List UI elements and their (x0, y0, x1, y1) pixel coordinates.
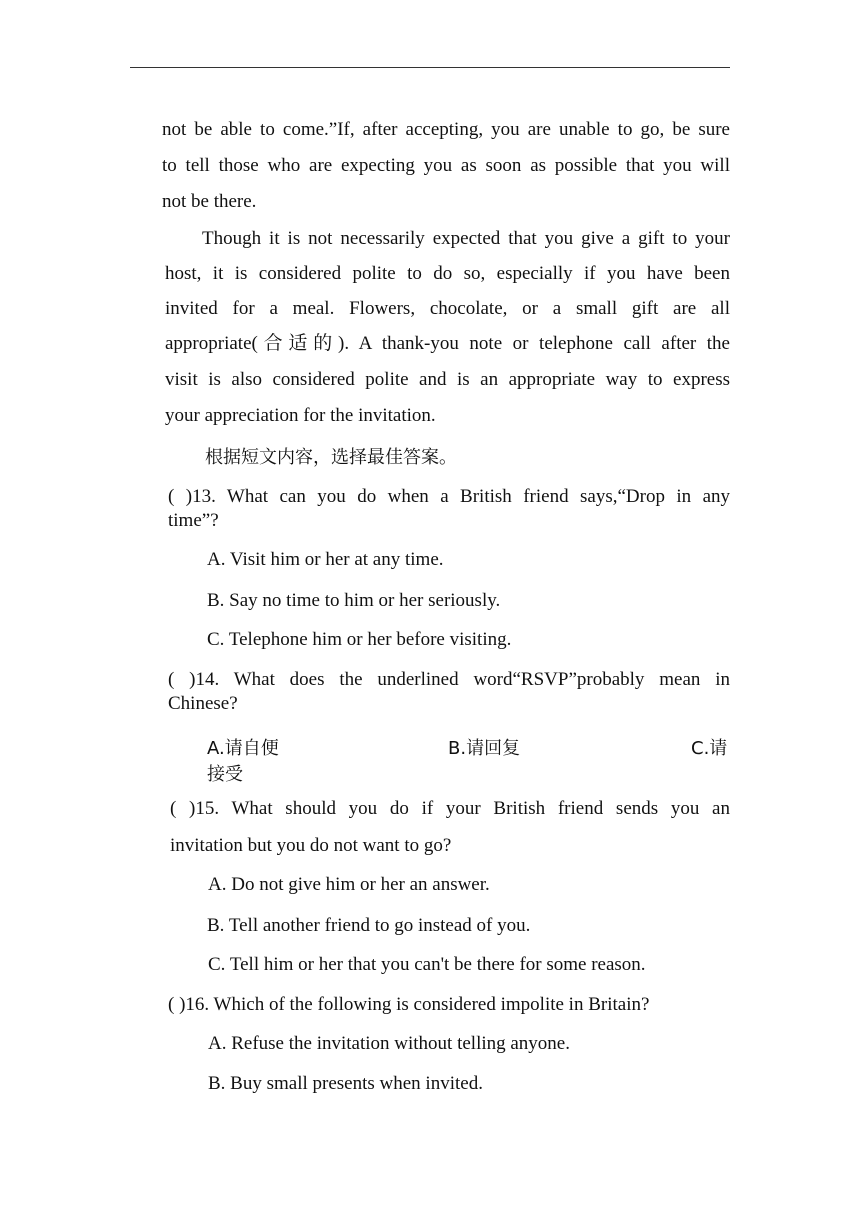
option-a: A.请自便 (207, 738, 279, 759)
passage-line: Though it is not necessarily expected that you give a gift to your (202, 228, 730, 249)
passage-line: host, it is considered polite to do so, especially if you have been (165, 263, 730, 284)
instruction-text: 根据短文内容，选择最佳答案。 (205, 447, 457, 468)
passage-line: to tell those who are expecting you as soon as possible that you will (162, 155, 730, 176)
question-stem: ( )13. What can you do when a British friend says,“Drop in any (168, 486, 730, 507)
passage-line: appropriate(合适的). A thank-you note or telephone call after the (165, 333, 730, 354)
option-c: C. Telephone him or her before visiting. (207, 629, 512, 650)
question-stem: Chinese? (168, 693, 238, 714)
passage-line: not be able to come.”If, after accepting, you are unable to go, be sure (162, 119, 730, 140)
question-stem: ( )16. Which of the following is considered impolite in Britain? (168, 994, 650, 1015)
question-stem: invitation but you do not want to go? (170, 835, 452, 856)
option-a: A. Refuse the invitation without telling anyone. (208, 1033, 570, 1054)
passage-line: your appreciation for the invitation. (165, 405, 436, 426)
question-stem: ( )15. What should you do if your British friend sends you an (170, 798, 730, 819)
option-c-continued: 接受 (207, 764, 243, 785)
option-c: C. Tell him or her that you can't be there for some reason. (208, 954, 646, 975)
option-b: B. Tell another friend to go instead of you. (207, 915, 531, 936)
question-stem: time”? (168, 510, 219, 531)
option-b: B. Say no time to him or her seriously. (207, 590, 501, 611)
option-b: B. Buy small presents when invited. (208, 1073, 483, 1094)
option-c: C.请 (691, 738, 728, 759)
option-a: A. Visit him or her at any time. (207, 549, 444, 570)
header-rule (130, 67, 730, 68)
option-b: B.请回复 (448, 738, 521, 759)
passage-line: not be there. (162, 191, 257, 212)
passage-line: visit is also considered polite and is an appropriate way to express (165, 369, 730, 390)
passage-line: invited for a meal. Flowers, chocolate, or a small gift are all (165, 298, 730, 319)
question-stem: ( )14. What does the underlined word“RSVP”probably mean in (168, 669, 730, 690)
option-a: A. Do not give him or her an answer. (208, 874, 490, 895)
